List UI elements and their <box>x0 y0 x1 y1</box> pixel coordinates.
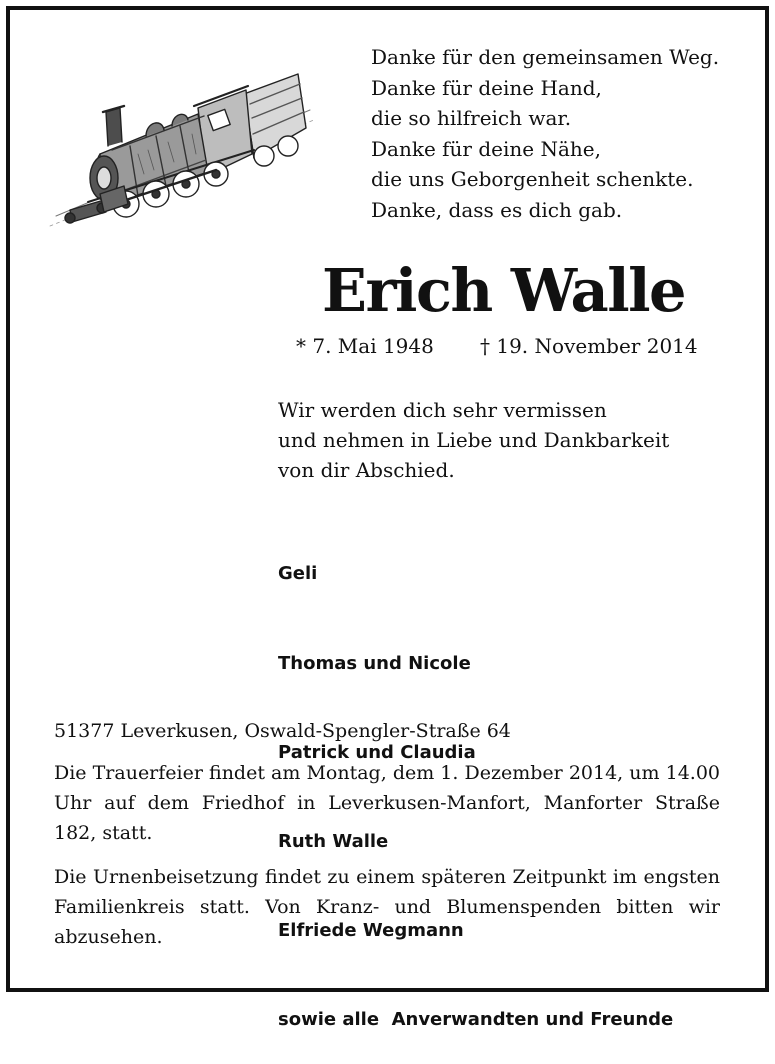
farewell-line: von dir Abschied. <box>278 458 455 482</box>
mourner: Geli <box>278 563 318 585</box>
farewell-line: Wir werden dich sehr vermissen <box>278 398 607 422</box>
poem-line: Danke, dass es dich gab. <box>371 197 623 222</box>
mourner: sowie alle Anverwandten und Freunde <box>278 1008 674 1030</box>
farewell-line: und nehmen in Liebe und Dankbarkeit <box>278 428 670 452</box>
poem-line: Danke für deine Nähe, <box>371 136 601 161</box>
urn-notice: Die Urnenbeisetzung findet zu einem späteren Zeitpunkt im engsten Familienkreis statt. Von Kranz- und Blumenspenden bitten wir abzusehen. <box>54 866 720 948</box>
life-dates <box>296 331 716 361</box>
deceased-name: Erich Walle <box>322 256 686 325</box>
death-date: † 19. November 2014 <box>480 334 698 358</box>
poem-line: Danke für deine Hand, <box>371 75 602 100</box>
funeral-notice: Die Trauerfeier findet am Montag, dem 1. Dezember 2014, um 14.00 Uhr auf dem Friedhof in Leverkusen-Manfort, Manforter Straße 182, statt. <box>54 762 720 844</box>
steam-locomotive-illustration <box>48 54 318 234</box>
poem-line: Danke für den gemeinsamen Weg. <box>371 45 720 69</box>
mourner: Patrick und Claudia <box>278 741 476 763</box>
mourner: Elfriede Wegmann <box>278 919 464 941</box>
birth-date: * 7. Mai 1948 <box>296 334 434 358</box>
address: 51377 Leverkusen, Oswald-Spengler-Straße 64 <box>54 720 511 742</box>
farewell-text <box>278 395 669 485</box>
mourner: Thomas und Nicole <box>278 652 471 674</box>
poem <box>371 42 719 225</box>
poem-line: die uns Geborgenheit schenkte. <box>371 167 694 191</box>
mourner: Ruth Walle <box>278 830 389 852</box>
poem-line: die so hilfreich war. <box>371 106 572 130</box>
